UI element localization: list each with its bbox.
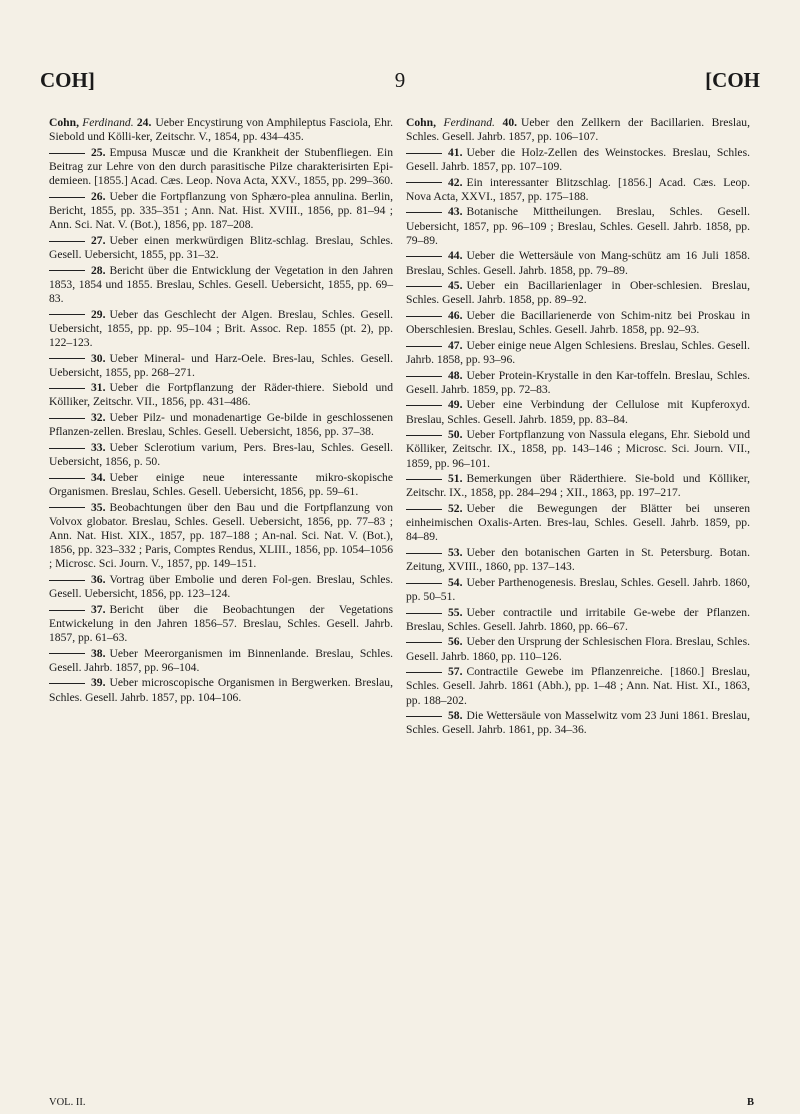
bibliography-entry [406,398,750,426]
bibliography-entry [406,665,750,707]
ditto-dash [406,642,442,643]
entry-number: 54. [448,575,463,589]
running-header [40,68,760,94]
entry-text: Ueber contractile und irritabile Ge-webe der Pflanzen. Breslau, Schles. Gesell. Jahrb. 1860, pp. 66–67. [406,605,750,633]
bibliography-entry [49,190,393,232]
entry-text: Ueber die Fortpflanzung von Sphæro-plea annulina. Berlin, Bericht, 1855, pp. 335–351 ; Ann. Nat. Hist. XVIII., 1856, pp. 81–94 ; Ann. Sci. Nat. V. (Bot.), 1856, pp. 187–208. [49,189,393,232]
ditto-dash [406,256,442,257]
ditto-dash [406,672,442,673]
ditto-dash [49,478,85,479]
entry-number: 50. [448,428,463,442]
bibliography-entry [406,369,750,397]
entry-number: 56. [448,635,463,649]
ditto-dash [406,613,442,614]
entry-text: Ueber microscopische Organismen in Bergwerken. Breslau, Schles. Gesell. Jahrb. 1857, pp. 104–106. [49,676,393,704]
bibliography-entry [406,279,750,307]
bibliography-entry [406,606,750,634]
entry-number: 36. [91,572,106,586]
ditto-dash [406,405,442,406]
bibliography-entry [406,546,750,574]
ditto-dash [49,683,85,684]
entry-number: 42. [448,175,463,189]
entry-number: 37. [91,602,106,616]
ditto-dash [49,507,85,508]
header-left: COH] [40,68,95,92]
entry-number: 35. [91,500,106,514]
entry-number: 24. [136,116,152,129]
entry-text: Ein interessanter Blitzschlag. [1856.] Acad. Cæs. Leop. Nova Acta, XXVI., 1857, pp. 175–188. [406,175,750,203]
ditto-dash [406,316,442,317]
bibliography-entry [406,205,750,247]
bibliography-entry [49,441,393,469]
entry-number: 43. [448,205,463,219]
entry-number: 52. [448,502,463,516]
entry-text: Ueber den Zellkern der Bacillarien. Breslau, Schles. Gesell. Jahrb. 1857, pp. 106–107. [406,116,750,144]
entry-number: 45. [448,279,463,293]
ditto-dash [49,358,85,359]
bibliography-entry [406,146,750,174]
entry-number: 25. [91,145,106,159]
ditto-dash [49,241,85,242]
signature-mark: B [747,1097,755,1108]
entry-number: 27. [91,233,106,247]
bibliography-entry [49,676,393,704]
ditto-dash [49,580,85,581]
ditto-dash [406,479,442,480]
entry-number: 28. [91,263,106,277]
left-entry-list [49,146,393,705]
ditto-dash [406,182,442,183]
ditto-dash [406,212,442,213]
bibliography-entry [49,411,393,439]
bibliography-entry [49,647,393,675]
bibliography-entry [406,428,750,470]
left-column [49,116,393,706]
author-given-name: Ferdinand. [443,116,495,129]
entry-number: 39. [91,676,106,690]
entry-number: 55. [448,605,463,619]
bibliography-entry [406,502,750,544]
entry-number: 31. [91,381,106,395]
entry-text: Ueber die Holz-Zellen des Weinstockes. Breslau, Schles. Gesell. Jahrb. 1857, pp. 107–109. [406,145,750,173]
entry-text: Botanische Mittheilungen. Breslau, Schles. Gesell. Uebersicht, 1857, pp. 96–109 ; Breslau, Schles. Gesell. Jahrb. 1858, pp. 79–89. [406,205,750,247]
right-entry-list [406,146,750,738]
ditto-dash [406,716,442,717]
entry-text: Ueber das Geschlecht der Algen. Breslau, Schles. Gesell. Uebersicht, 1855, pp. pp. 95–104 ; Brit. Assoc. Rep. 1855 (pt. 2), pp. 122–123. [49,307,393,349]
entry-number: 32. [91,411,106,425]
entry-text: Ueber einige neue Algen Schlesiens. Breslau, Schles. Gesell. Jahrb. 1858, pp. 93–96. [406,338,750,366]
bibliography-entry [406,249,750,277]
bibliography-entry [49,603,393,645]
entry-text: Vortrag über Embolie und deren Fol-gen. Breslau, Schles. Gesell. Uebersicht, 1856, pp. 123–124. [49,572,393,600]
entry-text: Bericht über die Beobachtungen der Vegetations Entwickelung in den Jahren 1856–57. Breslau, Schles. Gesell. Jahrb. 1857, pp. 61–63. [49,602,393,644]
bibliography-entry [49,308,393,350]
ditto-dash [406,435,442,436]
bibliography-entry [49,146,393,188]
entry-number: 41. [448,145,463,159]
entry-number: 26. [91,189,106,203]
entry-number: 44. [448,249,463,263]
header-right: [COH [705,68,760,92]
entry-number: 46. [448,309,463,323]
ditto-dash [406,153,442,154]
entry-number: 34. [91,470,106,484]
ditto-dash [406,286,442,287]
bibliography-entry [406,576,750,604]
bibliography-entry [406,339,750,367]
entry-text: Ueber die Wettersäule von Mang-schütz am 16 Juli 1858. Breslau, Schles. Gesell. Jahrb. 1858, pp. 79–89. [406,249,750,277]
ditto-dash [49,610,85,611]
entry-number: 38. [91,646,106,660]
entry-text: Ueber die Bacillarienerde von Schim-nitz bei Proskau in Oberschlesien. Breslau, Schles. Gesell. Jahrb. 1858, pp. 92–93. [406,309,750,337]
bibliography-entry [406,309,750,337]
entry-text: Ueber Fortpflanzung von Nassula elegans, Ehr. Siebold und Kölliker, Zeitschr. IX., 1858, pp. 143–146 ; Microsc. Sci. Journ. VII., 1859, pp. 96–101. [406,428,750,470]
ditto-dash [49,270,85,271]
ditto-dash [406,509,442,510]
bibliography-entry [49,573,393,601]
ditto-dash [406,553,442,554]
entry-text: Ueber einige neue interessante mikro-skopische Organismen. Breslau, Schles. Gesell. Uebersicht, 1856, pp. 59–61. [49,470,393,498]
author-given-name: Ferdinand. [82,116,134,129]
entry-text: Die Wettersäule von Masselwitz vom 23 Juni 1861. Breslau, Schles. Gesell. Jahrb. 1861, pp. 34–36. [406,709,750,737]
bibliography-entry [49,381,393,409]
bibliography-entry [49,352,393,380]
entry-text: Contractile Gewebe im Pflanzenreiche. [1860.] Breslau, Schles. Gesell. Jahrb. 1861 (Abh.), pp. 1–48 ; Ann. Nat. Hist. XI., 1863, pp. 188–202. [406,665,750,707]
entry-text: Ueber Sclerotium varium, Pers. Bres-lau, Schles. Gesell. Uebersicht, 1856, p. 50. [49,440,393,469]
entry-text: Ueber Parthenogenesis. Breslau, Schles. Gesell. Jahrb. 1860, pp. 50–51. [406,575,750,603]
entry-text: Ueber Pilz- und monadenartige Ge-bilde in geschlossenen Pflanzen-zellen. Breslau, Schles. Gesell. Uebersicht, 1856, pp. 37–38. [49,411,393,439]
entry-text: Ueber einen merkwürdigen Blitz-schlag. Breslau, Schles. Gesell. Uebersicht, 1855, pp. 31–32. [49,233,393,261]
ditto-dash [49,197,85,198]
ditto-dash [49,653,85,654]
entry-number: 53. [448,546,463,560]
ditto-dash [49,448,85,449]
author-surname: Cohn, [406,116,436,129]
entry-text: Ueber den Ursprung der Schlesischen Flora. Breslau, Schles. Gesell. Jahrb. 1860, pp. 110–126. [406,635,750,663]
author-surname: Cohn, [49,116,79,129]
entry-number: 30. [91,351,106,365]
ditto-dash [49,153,85,154]
entry-number: 58. [448,709,463,723]
bibliography-entry [406,176,750,204]
ditto-dash [49,314,85,315]
entry-text: Ueber Protein-Krystalle in den Kar-toffeln. Breslau, Schles. Gesell. Jahrb. 1859, pp. 72–83. [406,368,750,396]
ditto-dash [406,376,442,377]
entry-text: Empusa Muscæ und die Krankheit der Stubenfliegen. Ein Beitrag zur Lehre von den durch parasitische Pilze charakterisirten Epi-demieen. [1855.] Acad. Cæs. Leop. Nova Acta, XXV., 1855, pp. 299–360. [49,145,394,188]
entry-text: Bericht über die Entwicklung der Vegetation in den Jahren 1853, 1854 und 1855. Breslau, Schles. Gesell. Uebersicht, 1855, pp. 69–83. [49,263,393,305]
entry-text: Ueber Encystirung von Amphileptus Fasciola, Ehr. Siebold und Kölli-ker, Zeitschr. V., 1854, pp. 434–435. [49,116,394,144]
entry-number: 29. [91,307,106,321]
entry-number: 51. [448,472,463,486]
entry-number: 33. [91,440,106,454]
bibliography-entry [49,234,393,262]
entry-text: Beobachtungen über den Bau und die Fortpflanzung von Volvox globator. Breslau, Schles. Gesell. Uebersicht, 1856, pp. 77–83 ; Ann. Nat. Hist. XIX., 1857, pp. 187–188 ; An-nal. Sci. Nat. V. (Bot.), 1856, pp. 323–332 ; Paris, Comptes Rendus, XLIII., 1856, pp. 1054–1056 ; Microsc. Sci. Journ. V., 1857, pp. 149–151. [49,500,393,571]
bibliography-entry [49,501,393,572]
entry-text: Ueber ein Bacillarienlager in Ober-schlesien. Breslau, Schles. Gesell. Jahrb. 1858, pp. 89–92. [406,279,750,307]
entry-number: 47. [448,338,463,352]
bibliography-entry [49,264,393,306]
entry-text: Ueber Mineral- und Harz-Oele. Bres-lau, Schles. Gesell. Uebersicht, 1855, pp. 268–271. [49,351,393,379]
entry-text: Ueber Meerorganismen im Binnenlande. Breslau, Schles. Gesell. Jahrb. 1857, pp. 96–104. [49,646,393,674]
ditto-dash [49,418,85,419]
entry-text: Ueber den botanischen Garten in St. Petersburg. Botan. Zeitung, XVIII., 1860, pp. 137–143. [406,546,750,574]
entry-text: Ueber eine Verbindung der Cellulose mit Kupferoxyd. Breslau, Schles. Gesell. Jahrb. 1859, pp. 83–84. [406,398,750,426]
right-column [406,116,750,739]
entry-first [406,116,750,144]
entry-number: 48. [448,368,463,382]
entry-first [49,116,393,144]
entry-text: Ueber die Bewegungen der Blätter bei unseren einheimischen Oxalis-Arten. Bres-lau, Schles. Gesell. Jahrb. 1859, pp. 84–89. [406,502,750,544]
ditto-dash [406,583,442,584]
bibliography-entry [406,472,750,500]
volume-label: VOL. II. [49,1097,86,1108]
entry-number: 49. [448,398,463,412]
entry-number: 40. [502,116,518,129]
ditto-dash [406,346,442,347]
ditto-dash [49,388,85,389]
entry-number: 57. [448,665,463,679]
bibliography-entry [406,709,750,737]
bibliography-entry [49,471,393,499]
bibliography-entry [406,635,750,663]
entry-text: Ueber die Fortpflanzung der Räder-thiere. Siebold und Kölliker, Zeitschr. VII., 1856, pp. 431–486. [49,381,393,409]
page-number: 9 [394,68,406,92]
entry-text: Bemerkungen über Räderthiere. Sie-bold und Kölliker, Zeitschr. IX., 1858, pp. 284–294 ; XII., 1863, pp. 197–217. [406,472,750,500]
